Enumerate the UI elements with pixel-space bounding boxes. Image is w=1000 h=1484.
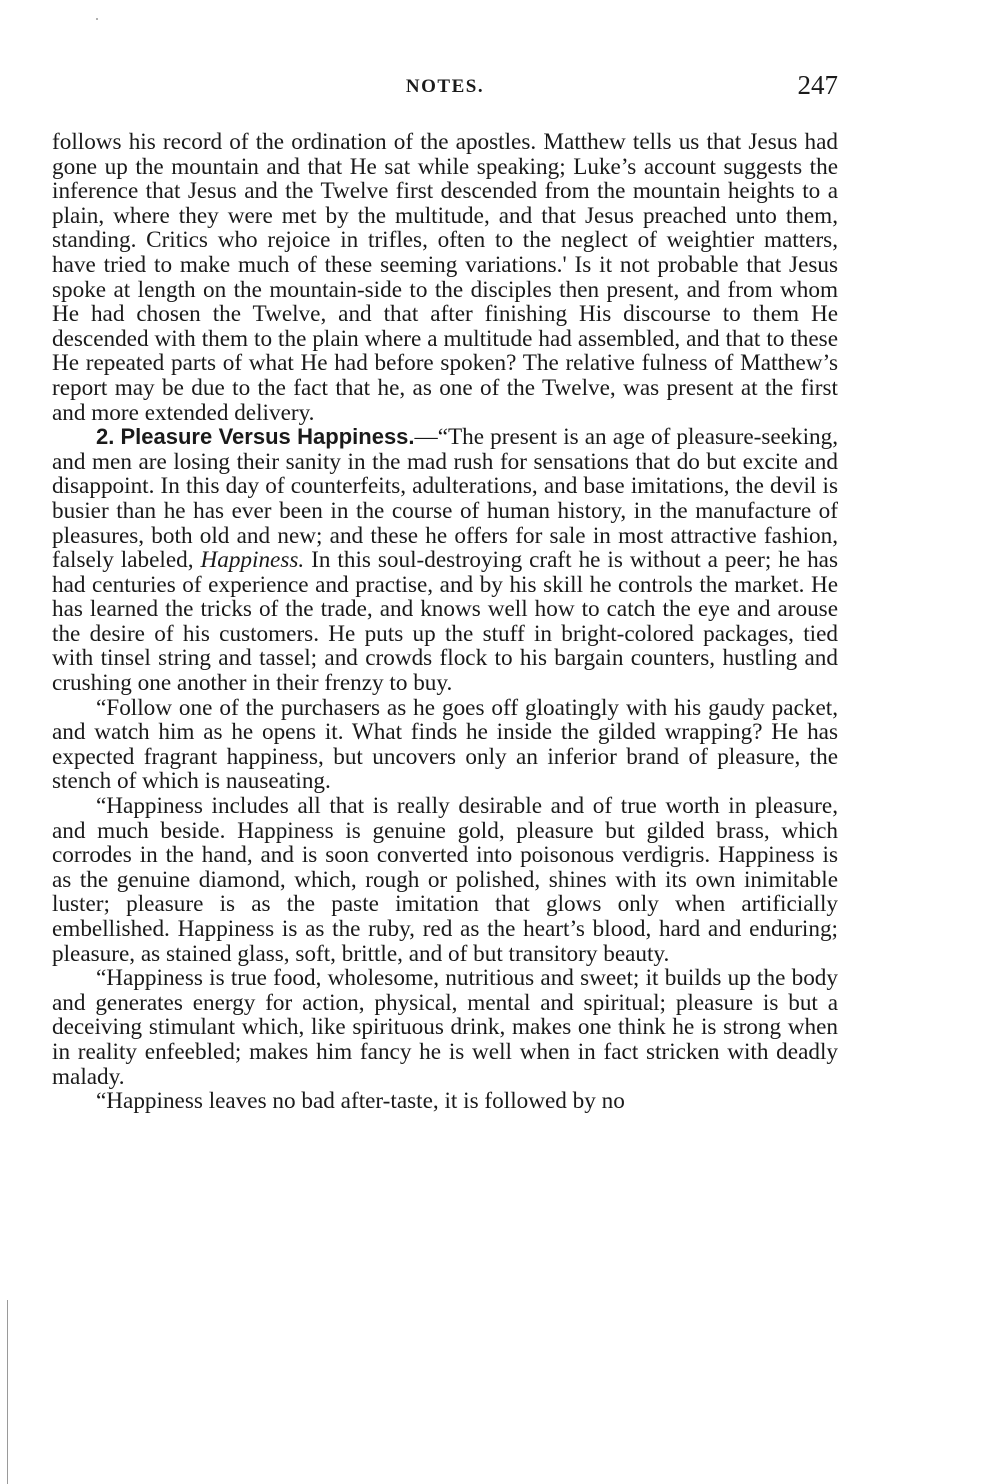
note-text-part1: —“The present is an age of pleasure-seeking, and men are losing their sanity in the mad rush for sensations that do but excite and disappoint. In this day of counterfeits, adulterations, and base imitations, the devil is busier than he has ever been in the course of human history, in the manufacture of pleasures, both old and new; and these he offers for sale in most attractive fashion, falsely labeled, (52, 424, 838, 574)
paragraph-continuation: follows his record of the ordination of the apostles. Matthew tells us that Jesus had gone up the mountain and that He sat while speaking; Luke’s account suggests the inference that Jesus and the Twelve first descended from the mountain heights to a plain, where they were met by the multitude, and that Jesus preached unto them, standing. Critics who rejoice in trifles, often to the neglect of weightier matters, have tried to make much of these seeming variations.' Is it not probable that Jesus spoke at length on the mountain-side to the disciples then present, and from whom He had chosen the Twelve, and that after finishing His discourse to them He descended with them to the plain where a multitude had assembled, and that to these He repeated parts of what He had before spoken? The relative fulness of Matthew’s report may be due to the fact that he, as one of the Twelve, was present at the first and more extended delivery. (52, 129, 838, 426)
paragraph-follow-purchasers: “Follow one of the purchasers as he goes off gloatingly with his gaudy packet, and watch him as he opens it. What finds he inside the gilded wrapping? He has expected fragrant happiness, but uncovers only an inferior brand of pleasure, the stench of which is nauseating. (52, 694, 838, 795)
paragraph-happiness-gold: “Happiness includes all that is really desirable and of true worth in pleasure, and much beside. Happiness is genuine gold, pleasure but gilded brass, which corrodes in the hand, and is soon converted into poisonous verdigris. Happiness is as the genuine diamond, which, rough or polished, shines with its own inimitable luster; pleasure is as the paste imitation that glows only when artificially embellished. Happiness is as the ruby, red as the heart’s blood, hard and enduring; pleasure, as stained glass, soft, brittle, and of but transitory beauty. (52, 793, 838, 967)
scan-speck (96, 18, 98, 20)
page-number: 247 (797, 70, 838, 100)
paragraph-happiness-aftertaste: “Happiness leaves no bad after-taste, it is followed by no (96, 1088, 625, 1115)
scan-margin-line (7, 1300, 8, 1484)
note-number: 2. (96, 424, 115, 450)
note-title: Pleasure Versus Happiness. (120, 424, 415, 450)
note-text-part2: In this soul-destroying craft he is without a peer; he has had centuries of experience and practise, and by his skill he controls the market. He has learned the tricks of the trade, and knows well how to catch the eye and arouse the desire of his customers. He puts up the stuff in bright-colored packages, tied with tinsel string and tassel; and crowds flock to his bargain counters, hustling and crushing one another in their frenzy to buy. (52, 547, 838, 697)
body-text (52, 130, 838, 1114)
paragraph-happiness-food: “Happiness is true food, wholesome, nutritious and sweet; it builds up the body and generates energy for action, physical, mental and spiritual; pleasure is but a deceiving stimulant which, like spirituous drink, makes one think he is strong when in reality enfeebled; makes him fancy he is well when in fact stricken with deadly malady. (52, 965, 838, 1090)
italic-happiness: Happiness. (200, 547, 305, 574)
page-header (52, 70, 838, 106)
running-head: NOTES. (405, 76, 485, 97)
paragraph-note-2 (52, 425, 838, 696)
